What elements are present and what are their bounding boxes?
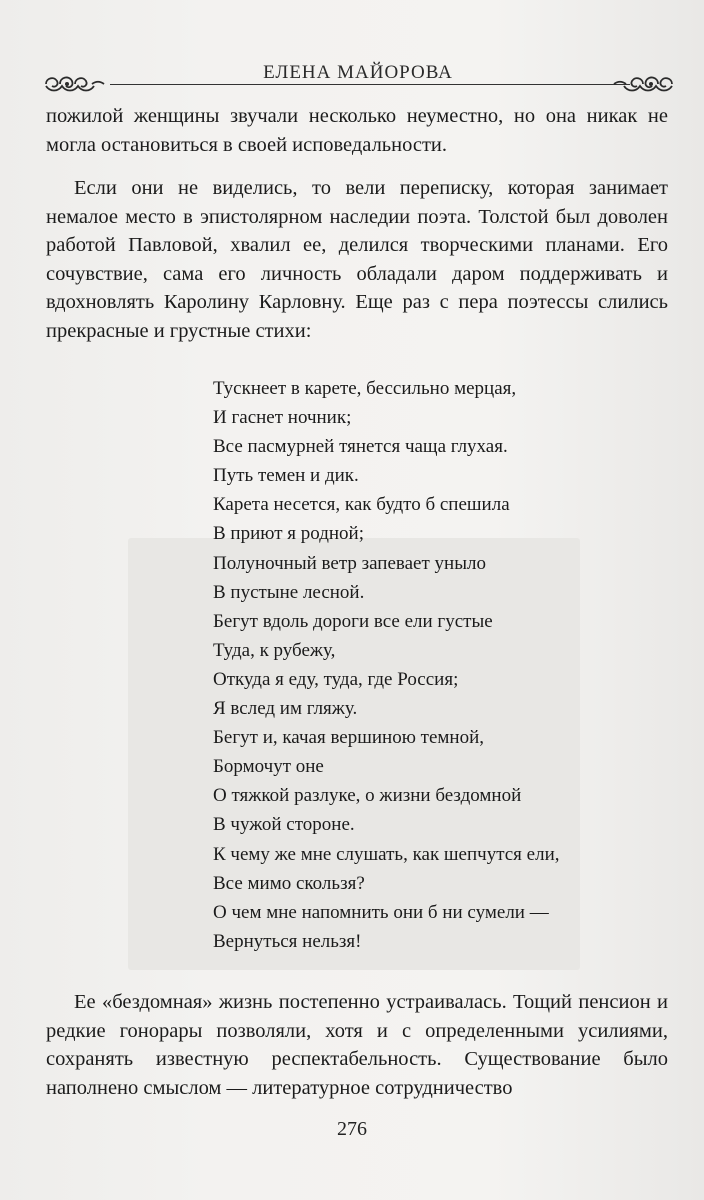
scroll-ornament-icon [608, 68, 678, 100]
poem-line: Туда, к рубежу, [213, 639, 336, 661]
paragraph-text: Если они не виделись, то вели переписку, которая занимает немалое место в эпистолярном наследии поэта. Толстой был доволен работой Павловой, хвалил ее, делился творческими планами. Его сочувствие, сама его личность обладали даром поддерживать и вдохновлять Каролину Карловну. Еще раз с пера поэтессы слились прекрасные и грустные стихи: [46, 177, 668, 342]
page-number: 276 [337, 1118, 367, 1140]
poem-line: Все мимо скользя? [213, 872, 365, 894]
poem-line: Вернуться нельзя! [213, 930, 362, 952]
poem-line: Все пасмурней тянется чаща глухая. [213, 436, 508, 458]
running-header [40, 56, 676, 96]
poem-line: В приют я родной; [213, 523, 364, 545]
poem-line: Карета несется, как будто б спешила [213, 494, 510, 516]
poem-line: Бегут вдоль дороги все ели густые [213, 610, 493, 632]
paragraph-continuation [46, 102, 668, 159]
paragraph-text: пожилой женщины звучали несколько неуместно, но она никак не могла остановиться в своей исповедальности. [46, 105, 668, 156]
poem-line: Тускнеет в карете, бессильно мерцая, [213, 378, 517, 399]
poem [213, 374, 560, 956]
poem-line: Бегут и, качая вершиною темной, [213, 727, 485, 749]
poem-line: Путь темен и дик. [213, 465, 359, 487]
poem-line: О чем мне напомнить они б ни сумели — [213, 901, 549, 923]
paragraph-text: Ее «бездомная» жизнь постепенно устраивалась. Тощий пенсион и редкие гонорары позволяли, хотя и с определенными усилиями, сохранять известную респектабельность. Существование было наполнено смыслом — литературное сотрудничество [46, 991, 668, 1099]
poem-line: В чужой стороне. [213, 814, 355, 836]
poem-line: К чему же мне слушать, как шепчутся ели, [213, 843, 560, 865]
paragraph [46, 174, 668, 345]
poem-line: И гаснет ночник; [213, 407, 352, 429]
poem-line: Откуда я еду, туда, где Россия; [213, 668, 459, 690]
poem-line: В пустыне лесной. [213, 581, 365, 603]
running-title: ЕЛЕНА МАЙОРОВА [263, 62, 453, 83]
paragraph [46, 988, 668, 1102]
poem-line: Я вслед им гляжу. [213, 698, 358, 720]
poem-line: О тяжкой разлуке, о жизни бездомной [213, 785, 522, 807]
header-rule [110, 84, 630, 85]
poem-line: Бормочут оне [213, 756, 324, 778]
poem-line: Полуночный ветр запевает уныло [213, 552, 486, 574]
